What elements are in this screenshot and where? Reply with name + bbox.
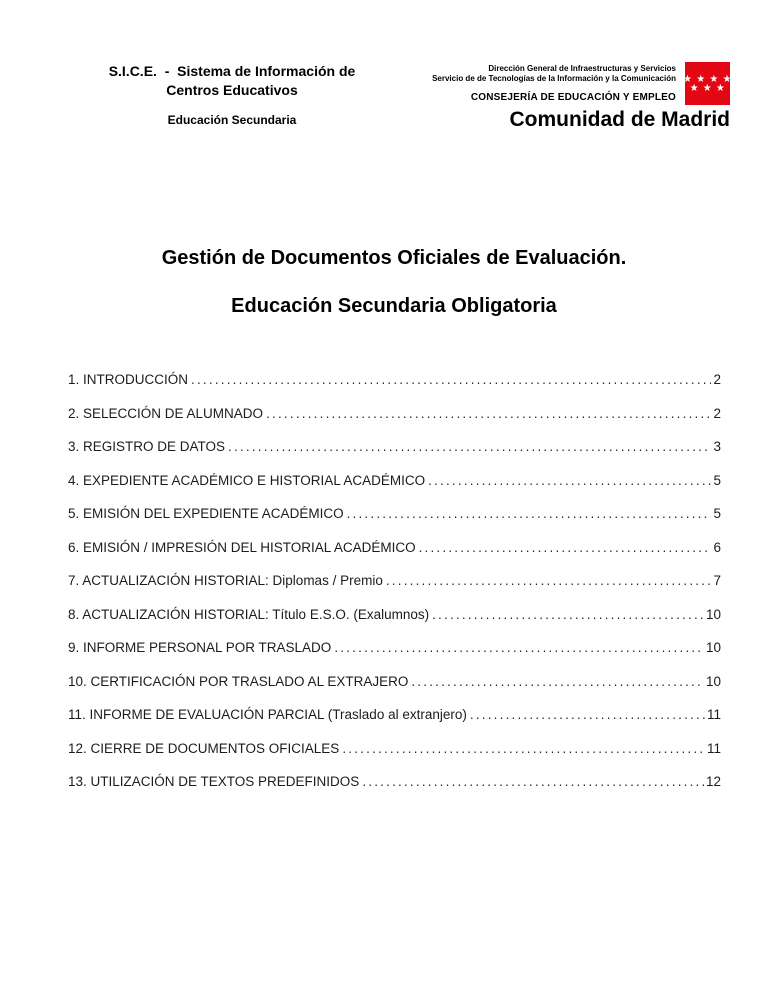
app-subtitle: Educación Secundaria: [167, 113, 297, 127]
toc-entry: [68, 406, 721, 440]
flag-stars-row2: ★ ★ ★: [689, 82, 726, 94]
toc-dot-leader: [428, 473, 711, 488]
toc-entry-label: 3. REGISTRO DE DATOS: [68, 439, 226, 454]
toc-entry-label: 8. ACTUALIZACIÓN HISTORIAL: Título E.S.O. (Exalumnos): [68, 606, 430, 622]
toc-entry: [68, 741, 721, 775]
toc-entry: [68, 439, 721, 473]
toc-entry-label: 6. EMISIÓN / IMPRESIÓN DEL HISTORIAL ACADÉMICO: [68, 539, 416, 555]
madrid-flag-icon: [685, 62, 730, 105]
toc-entry-label: 7. ACTUALIZACIÓN HISTORIAL: Diplomas / Premio: [68, 573, 383, 588]
toc-entry: [68, 573, 721, 607]
toc-entry-label: 1. INTRODUCCIÓN: [68, 372, 189, 387]
toc-entry-page-number: 10: [705, 640, 721, 655]
toc-entry: [68, 372, 721, 406]
toc-entry: [68, 640, 721, 674]
toc-entry-page-number: 2: [713, 405, 721, 421]
toc-entry: [68, 707, 721, 741]
toc-entry-page-number: 5: [713, 506, 721, 521]
toc-entry: [68, 674, 721, 708]
toc-entry-label: 10. CERTIFICACIÓN POR TRASLADO AL EXTRAJERO: [68, 673, 409, 689]
toc-dot-leader: [432, 607, 704, 622]
gov-region-name: Comunidad de Madrid: [509, 108, 730, 131]
toc-dot-leader: [334, 640, 704, 655]
toc-entry-label: 2. SELECCIÓN DE ALUMNADO: [68, 405, 264, 421]
toc-dot-leader: [266, 406, 711, 421]
gov-department-line: CONSEJERÍA DE EDUCACIÓN Y EMPLEO: [470, 92, 676, 103]
toc-entry-label: 4. EXPEDIENTE ACADÉMICO E HISTORIAL ACADÉMICO: [68, 472, 426, 488]
page-title-line2: Educación Secundaria Obligatoria: [231, 295, 557, 317]
toc-entry-page-number: 3: [713, 439, 721, 454]
toc-dot-leader: [470, 707, 705, 722]
toc-dot-leader: [362, 774, 704, 789]
toc-entry-page-number: 2: [713, 372, 721, 387]
toc-dot-leader: [411, 674, 704, 689]
toc-entry-label: 9. INFORME PERSONAL POR TRASLADO: [68, 640, 332, 655]
toc-entry-page-number: 11: [706, 740, 721, 756]
toc-entry-page-number: 10: [705, 673, 721, 689]
toc-entry: [68, 540, 721, 574]
page-title-line1: Gestión de Documentos Oficiales de Evaluación.: [161, 247, 627, 269]
toc-entry: [68, 506, 721, 540]
toc-dot-leader: [228, 439, 711, 454]
toc-entry-page-number: 10: [705, 606, 721, 622]
app-title-line1: S.I.C.E. - Sistema de Información de: [108, 63, 356, 79]
gov-header: [432, 62, 730, 132]
page-title: [68, 246, 720, 318]
toc-entry-page-number: 5: [713, 472, 721, 488]
toc-entry-label: 5. EMISIÓN DEL EXPEDIENTE ACADÉMICO: [68, 506, 344, 521]
toc-dot-leader: [386, 573, 712, 588]
toc-entry-page-number: 6: [713, 539, 721, 555]
toc-dot-leader: [347, 506, 712, 521]
toc-dot-leader: [191, 372, 711, 387]
toc-dot-leader: [419, 540, 712, 555]
toc-list: [68, 372, 721, 808]
gov-service-line: Servicio de de Tecnologías de la Información y la Comunicación: [432, 74, 676, 83]
app-title-line2: Centros Educativos: [166, 82, 298, 98]
toc-entry-label: 12. CIERRE DE DOCUMENTOS OFICIALES: [68, 740, 340, 756]
toc-entry-label: 11. INFORME DE EVALUACIÓN PARCIAL (Traslado al extranjero): [68, 707, 467, 722]
toc-entry-page-number: 12: [705, 774, 721, 789]
app-header-left: [86, 62, 378, 127]
gov-direction-line: Dirección General de Infraestructuras y Servicios: [488, 64, 676, 73]
toc-entry: [68, 774, 721, 808]
toc-entry: [68, 473, 721, 507]
toc-entry-page-number: 7: [713, 573, 721, 588]
gov-header-texts: [432, 62, 676, 103]
toc-entry: [68, 607, 721, 641]
toc-entry-label: 13. UTILIZACIÓN DE TEXTOS PREDEFINIDOS: [68, 774, 360, 789]
toc-dot-leader: [342, 741, 705, 756]
flag-stars-row1: ★ ★ ★ ★: [683, 73, 732, 85]
toc-entry-page-number: 11: [706, 707, 721, 722]
